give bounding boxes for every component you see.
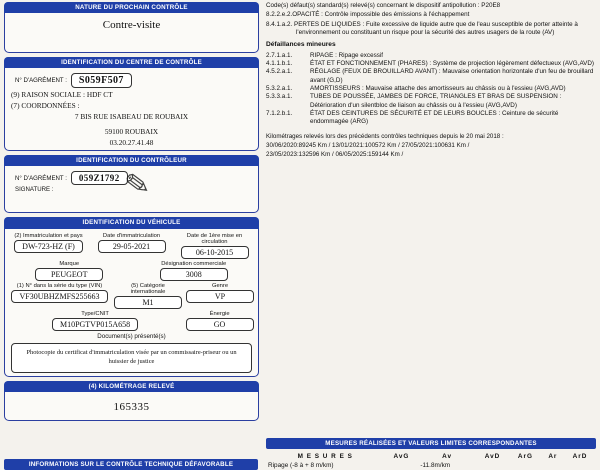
measures-header-avd: AvD — [484, 453, 501, 460]
vehicle-row-1 — [9, 233, 254, 259]
vehicle-identification-title: IDENTIFICATION DU VÉHICULE — [4, 217, 259, 228]
vehicle-doc-label: Document(s) présenté(s) — [97, 332, 166, 340]
center-phone: 03.20.27.41.48 — [109, 137, 154, 147]
vehicle-field-make-label: Marque — [59, 260, 80, 267]
defects-minor-title: Défaillances mineures — [266, 41, 336, 49]
mileage-value: 165335 — [113, 400, 150, 413]
controller-signature-label: SIGNATURE : — [15, 186, 54, 194]
defect-minor-row — [266, 110, 596, 127]
measures-title: MESURES RÉALISÉES ET VALEURS LIMITES CORRESPONDANTES — [266, 438, 596, 449]
measures-header-av: Av — [442, 453, 453, 460]
next-control-section — [4, 2, 259, 53]
center-agreement-label: N° D'AGRÉMENT : — [15, 77, 67, 85]
center-identification-body — [5, 71, 258, 147]
center-social-row — [11, 90, 252, 100]
next-control-title: NATURE DU PROCHAIN CONTRÔLE — [4, 2, 259, 13]
defect-minor-code: 5.3.3.a.1. — [266, 93, 293, 101]
measure-ard — [564, 461, 596, 470]
measure-avg — [385, 461, 419, 470]
mileage-title: (4) KILOMÉTRAGE RELEVÉ — [4, 381, 259, 392]
defect-major-item: 8.4.1.a.2. PERTES DE LIQUIDES : Fuite excessive de liquide autre que de l'eau susceptible de porter atteinte à l'environnement ou constituant un risque pour la sécurité des autres usagers de la route (AV) — [266, 20, 578, 36]
signature-mark: ✎ — [122, 167, 153, 204]
measures-header-ar: Ar — [548, 453, 558, 460]
measure-label: Ripage (-8 à + 8 m/km) — [268, 462, 334, 469]
controller-identification-section — [4, 155, 259, 213]
measure-avd — [476, 461, 509, 470]
vehicle-fields — [5, 232, 258, 340]
vehicle-field-category-value: M1 — [114, 296, 182, 309]
vehicle-field-genre-label: Genre — [211, 282, 229, 289]
mileage-history-block — [266, 133, 596, 160]
defect-minor-code: 4.5.2.a.1. — [266, 68, 293, 76]
vehicle-field-energy-value: GO — [186, 318, 254, 331]
center-address-line1: 7 BIS RUE ISABEAU DE ROUBAIX — [74, 111, 189, 121]
defects-minor-block — [266, 41, 596, 126]
vehicle-doc-text: Photocopie du certificat d'immatriculation visée par un commissaire-priseur ou un huissier de justice — [11, 343, 252, 373]
vehicle-field-genre — [186, 283, 254, 309]
vehicle-field-vin-label: (1) N° dans la série du type (VIN) — [16, 282, 103, 289]
center-agreement-value: S059F507 — [71, 73, 132, 88]
measures-header-arg: ArG — [517, 453, 533, 460]
mileage-history-line: 23/05/2023:132596 Km / 06/05/2025:159144 Km / — [266, 151, 404, 159]
center-identification-title: IDENTIFICATION DU CENTRE DE CONTRÔLE — [4, 57, 259, 68]
defect-major-item: 8.2.2.e.2.OPACITÉ : Contrôle impossible des émissions à l'échappement — [266, 11, 470, 19]
vehicle-field-plate-value: DW-723-HZ (F) — [14, 240, 83, 253]
vehicle-field-firstreg — [175, 233, 254, 259]
controller-agreement-label: N° D'AGRÉMENT : — [15, 174, 67, 182]
defect-minor-code: 2.7.1.a.1. — [266, 51, 293, 59]
defect-minor-code: 5.3.2.a.1. — [266, 85, 293, 93]
vehicle-field-type — [9, 311, 181, 331]
next-control-value: Contre-visite — [102, 19, 161, 32]
defect-minor-text: TUBES DE POUSSÉE, JAMBES DE FORCE, TRIANGLES ET BRAS DE SUSPENSION : Détérioration d'un silentbloc de liaison au châssis ou à l'essieu (AVG,AVD) — [310, 93, 562, 109]
vehicle-field-make — [9, 261, 130, 281]
measures-section — [266, 438, 596, 470]
center-social-value: HDF CT — [86, 90, 113, 100]
measure-av: -11.8m/km — [420, 462, 451, 469]
vehicle-field-type-label: Type/CNIT — [81, 310, 109, 317]
defect-minor-code: 7.1.2.b.1. — [266, 109, 293, 117]
unfavourable-section — [4, 459, 258, 470]
left-column — [0, 0, 262, 470]
vehicle-row-2 — [9, 261, 254, 281]
defect-minor-text: AMORTISSEURS : Mauvaise attache des amortisseurs au châssis ou à l'essieu (AVG,AVD) — [310, 85, 566, 93]
center-agreement-row — [11, 71, 252, 89]
measures-header-ard: ArD — [572, 453, 588, 460]
defect-minor-row — [266, 68, 596, 85]
vehicle-field-vin-value: VF30UBHZMFS255663 — [11, 290, 107, 303]
measures-header-label: M E S U R E S — [297, 453, 353, 460]
defect-minor-row — [266, 52, 596, 60]
controller-body — [5, 169, 258, 209]
center-address-line2: 59100 ROUBAIX — [104, 126, 159, 136]
vehicle-field-genre-value: VP — [186, 290, 254, 303]
vehicle-field-regdate — [92, 233, 171, 259]
measure-ar — [542, 461, 564, 470]
right-column — [262, 0, 600, 470]
center-identification-section — [4, 57, 259, 151]
vehicle-row-4 — [9, 311, 254, 331]
unfavourable-title: INFORMATIONS SUR LE CONTRÔLE TECHNIQUE DÉFAVORABLE — [4, 459, 258, 470]
vehicle-field-model-value: 3008 — [160, 268, 228, 281]
vehicle-field-firstreg-value: 06-10-2015 — [181, 246, 249, 259]
controller-identification-title: IDENTIFICATION DU CONTRÔLEUR — [4, 155, 259, 166]
controller-agreement-value: 059Z1792 — [71, 171, 128, 185]
defect-minor-row — [266, 93, 596, 110]
vehicle-field-vin — [9, 283, 110, 309]
vehicle-field-model — [134, 261, 255, 281]
measures-header-avg: AvG — [393, 453, 410, 460]
measures-table — [266, 452, 596, 470]
vehicle-field-energy-label: Énergie — [209, 310, 230, 317]
mileage-history-intro: Kilométrages relevés lors des précédents contrôles techniques depuis le 20 mai 2018 : — [266, 132, 504, 140]
vehicle-identification-section — [4, 217, 259, 376]
vehicle-field-category — [114, 283, 182, 309]
vehicle-field-energy — [185, 311, 254, 331]
measures-row — [266, 461, 596, 470]
defect-minor-text: RÉGLAGE (FEUX DE BROUILLARD AVANT) : Mauvaise orientation horizontale d'un feu de brouillard avant (G,D) — [310, 68, 594, 84]
vehicle-field-regdate-value: 29-05-2021 — [98, 240, 166, 253]
vehicle-field-regdate-label: Date d'immatriculation — [102, 232, 161, 239]
center-social-label: (9) RAISON SOCIALE : — [11, 90, 85, 100]
vehicle-field-category-label: (5) Catégorie internationale — [130, 282, 166, 295]
measure-arg — [509, 461, 542, 470]
defect-minor-text: ÉTAT DES CEINTURES DE SÉCURITÉ ET DE LEURS BOUCLES : Ceinture de sécurité endommagée (ARG) — [310, 109, 559, 126]
defects-major-list — [266, 2, 596, 37]
defect-major-item: Code(s) défaut(s) standard(s) relevé(s) concernant le dispositif antipollution : P20E8 — [266, 2, 501, 9]
mileage-history-line: 30/06/2020:89245 Km / 13/01/2021:100572 Km / 27/05/2021:100631 Km / — [266, 141, 470, 149]
vehicle-field-make-value: PEUGEOT — [35, 268, 103, 281]
defect-minor-text: ÉTAT ET FONCTIONNEMENT (PHARES) : Système de projection légèrement défectueux (AVG,AVD) — [310, 60, 595, 68]
defect-minor-text: RIPAGE : Ripage excessif — [310, 51, 384, 59]
vehicle-field-plate-label: (2) Immatriculation et pays — [14, 232, 83, 239]
vehicle-row-3 — [9, 283, 254, 309]
vehicle-field-model-label: Désignation commerciale — [161, 260, 227, 267]
defect-minor-code: 4.1.1.b.1. — [266, 60, 293, 68]
measures-header-row — [266, 452, 596, 461]
center-coords-label: (7) COORDONNÉES : — [11, 100, 80, 110]
vehicle-field-firstreg-label: Date de 1ère mise en circulation — [186, 232, 243, 245]
vehicle-field-plate — [9, 233, 88, 259]
vehicle-field-type-value: M10PGTVP015A658 — [52, 318, 138, 331]
mileage-section — [4, 381, 259, 421]
